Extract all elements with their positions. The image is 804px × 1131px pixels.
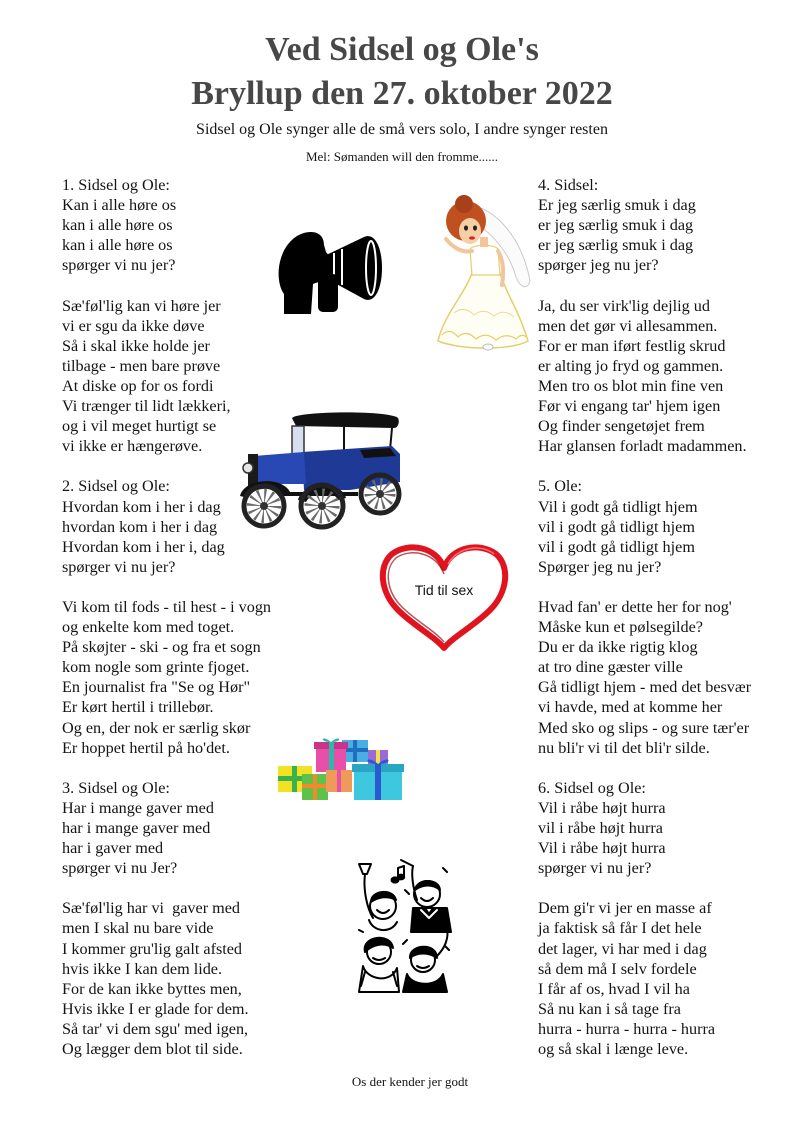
- verse-line: Sæ'føl'lig har vi gaver med: [62, 899, 241, 918]
- verse-line: Vil i godt gå tidligt hjem: [538, 497, 698, 516]
- left-column: [62, 175, 271, 1059]
- bride-icon: [430, 195, 532, 353]
- verse-line: er alting jo fryd og gammen.: [538, 356, 724, 375]
- verse-line: Vil i råbe højt hurra: [538, 798, 666, 817]
- party-person: [359, 938, 399, 992]
- verse-heading: 6. Sidsel og Ole:: [538, 778, 646, 797]
- title-line-1: Ved Sidsel og Ole's: [265, 31, 539, 68]
- car-hood: [254, 452, 306, 484]
- party-person: [403, 928, 448, 992]
- verse-line: hurra - hurra - hurra - hurra: [538, 1019, 716, 1038]
- verse-line: det lager, vi har med i dag: [538, 939, 707, 958]
- verse-line: På skøjter - ski - og fra et sogn: [62, 638, 261, 657]
- verse-question: [538, 798, 751, 878]
- verse-line: Spørger jeg nu jer?: [538, 557, 662, 576]
- verse-line: Er kørt hertil i trillebør.: [62, 698, 214, 717]
- verse-answer: [538, 296, 751, 457]
- verse-line: Dem gi'r vi jer en masse af: [538, 899, 712, 918]
- verse-line: spørger vi nu jer?: [62, 557, 176, 576]
- verse-line: Så tar' vi dem sgu' med igen,: [62, 1019, 249, 1038]
- lips: [469, 236, 475, 239]
- gift-boxes-icon: [276, 736, 406, 802]
- verse-line: For er man iført festlig skrud: [538, 336, 726, 355]
- right-column: [538, 175, 751, 1059]
- verse-line: kan i alle høre os: [62, 216, 173, 235]
- verse-line: vil i godt gå tidligt hjem: [538, 517, 695, 536]
- verse-line: Sæ'føl'lig kan vi høre jer: [62, 296, 221, 315]
- party-person: [359, 864, 397, 930]
- verse-heading: 5. Ole:: [538, 477, 583, 496]
- verse-answer: [62, 898, 271, 1059]
- gift-box: [326, 770, 352, 792]
- subtitle: Sidsel og Ole synger alle de små vers solo, I andre synger resten: [196, 121, 608, 138]
- verse-line: Så nu kan i så tage fra: [538, 999, 681, 1018]
- verse-line: kom nogle som grinte fjoget.: [62, 658, 250, 677]
- footer-signature: Os der kender jer godt: [351, 1074, 469, 1089]
- verse-line: vi havde, med at komme her: [538, 698, 723, 717]
- headlight: [243, 463, 253, 473]
- vintage-car-icon: [240, 410, 402, 532]
- verse-line: vi er sgu da ikke døve: [62, 316, 205, 335]
- verse-4: [538, 175, 751, 456]
- party-person: [401, 860, 451, 932]
- verse-line: men I skal nu bare vide: [62, 919, 214, 938]
- verse-line: og enkelte kom med toget.: [62, 618, 235, 637]
- verse-line: spørger vi nu Jer?: [62, 859, 178, 878]
- gift-box: [352, 760, 404, 800]
- verse-line: spørger vi nu jer?: [62, 256, 176, 275]
- verse-answer: [62, 597, 271, 758]
- verse-line: Er jeg særlig smuk i dag: [538, 196, 696, 215]
- verse-line: er jeg særlig smuk i dag: [538, 216, 694, 235]
- verse-line: kan i alle høre os: [62, 236, 173, 255]
- gift-box: [302, 774, 328, 800]
- verse-heading: 4. Sidsel:: [538, 176, 599, 194]
- party-people-icon: [355, 860, 453, 994]
- heart-caption: Tid til sex: [414, 582, 474, 598]
- verse-answer: [538, 597, 751, 758]
- verse-line: vil i råbe højt hurra: [538, 819, 663, 837]
- hand: [318, 274, 338, 312]
- verse-line: Hvad fan' er dette her for nog': [538, 597, 732, 616]
- gift-box: [314, 738, 348, 772]
- verse-line: I kommer gru'lig galt afsted: [62, 939, 243, 958]
- verse-line: At diske op for os fordi: [62, 376, 214, 395]
- hair-bun: [455, 195, 473, 213]
- verse-line: Og lægger dem blot til side.: [62, 1040, 243, 1059]
- verse-line: Har glansen forladt madammen.: [538, 437, 747, 456]
- verse-line: Med sko og slips - og sure tær'er: [538, 718, 750, 737]
- verse-line: hvordan kom i her i dag: [62, 517, 218, 536]
- verse-line: Og finder sengetøjet frem: [538, 417, 705, 436]
- verse-line: spørger jeg nu jer?: [538, 256, 659, 275]
- verse-heading: 2. Sidsel og Ole:: [62, 477, 170, 496]
- neck: [480, 237, 488, 247]
- verse-line: Du er da ikke rigtig klog: [538, 638, 698, 657]
- verse-heading: 1. Sidsel og Ole:: [62, 176, 170, 194]
- verse-line: Er hoppet hertil på ho'det.: [62, 738, 230, 757]
- verse-line: Hvordan kom i her i dag: [62, 497, 221, 516]
- verse-heading: 3. Sidsel og Ole:: [62, 778, 170, 797]
- verse-question: [62, 195, 271, 275]
- verse-line: Vil i råbe højt hurra: [538, 839, 666, 858]
- verse-line: tilbage - men bare prøve: [62, 356, 221, 375]
- verse-line: spørger vi nu jer?: [538, 859, 652, 878]
- title-line-2: Bryllup den 27. oktober 2022: [191, 75, 613, 112]
- verse-line: nu bli'r vi til det bli'r silde.: [538, 738, 710, 757]
- melody-note: Mel: Sømanden will den fromme......: [305, 149, 499, 164]
- windshield: [292, 426, 304, 454]
- wheel: [244, 486, 284, 526]
- verse-line: har i gaver med: [62, 839, 164, 858]
- verse-line: Kan i alle høre os: [62, 196, 177, 215]
- bodice: [470, 245, 500, 275]
- shoe: [483, 344, 493, 350]
- verse-3: [62, 778, 271, 1059]
- verse-line: Hvordan kom i her i, dag: [62, 537, 225, 556]
- verse-line: ja faktisk så får I det hele: [538, 919, 702, 938]
- verse-line: For de kan ikke byttes men,: [62, 979, 242, 998]
- page-title: [0, 28, 804, 116]
- verse-line: Vi trænger til lidt lækkeri,: [62, 397, 231, 416]
- verse-line: at tro dine gæster ville: [538, 658, 683, 677]
- verse-line: og i vil meget hurtigt se: [62, 417, 217, 436]
- verse-answer: [538, 898, 751, 1059]
- verse-line: Og en, der nok er særlig skør: [62, 718, 251, 737]
- verse-line: Måske kun et pølsegilde?: [538, 618, 703, 637]
- verse-line: I får af os, hvad I vil ha: [538, 979, 690, 998]
- verse-line: Gå tidligt hjem - med det besvær: [538, 678, 752, 697]
- running-board: [286, 492, 358, 496]
- verse-line: Men tro os blot min fine ven: [538, 376, 724, 395]
- verse-line: Før vi engang tar' hjem igen: [538, 397, 721, 416]
- verse-line: Har i mange gaver med: [62, 798, 214, 817]
- verse-line: hvis ikke I kan dem lide.: [62, 959, 223, 978]
- verse-line: vil i godt gå tidligt hjem: [538, 537, 695, 556]
- verse-line: vi ikke er hængerøve.: [62, 437, 203, 456]
- verse-line: har i mange gaver med: [62, 819, 211, 837]
- verse-5: [538, 476, 751, 757]
- verse-question: [538, 497, 751, 577]
- verse-line: Hvis ikke I er glade for dem.: [62, 999, 249, 1018]
- verse-line: En journalist fra "Se og Hør": [62, 678, 251, 697]
- verse-line: så dem må I selv fordele: [538, 959, 697, 978]
- car-roof: [292, 412, 399, 428]
- face: [459, 218, 481, 244]
- verse-line: og så skal i længe leve.: [538, 1040, 689, 1059]
- verse-question: [538, 195, 751, 275]
- verse-line: er jeg særlig smuk i dag: [538, 236, 694, 255]
- verse-6: [538, 778, 751, 1059]
- megaphone-icon: [278, 228, 384, 314]
- verse-question: [62, 798, 271, 878]
- dress-skirt: [438, 273, 528, 348]
- verse-line: Vi kom til fods - til hest - i vogn: [62, 597, 272, 616]
- verse-line: Så i skal ikke holde jer: [62, 336, 210, 355]
- verse-line: men det gør vi allesammen.: [538, 316, 718, 335]
- verse-line: Ja, du ser virk'lig dejlig ud: [538, 296, 710, 315]
